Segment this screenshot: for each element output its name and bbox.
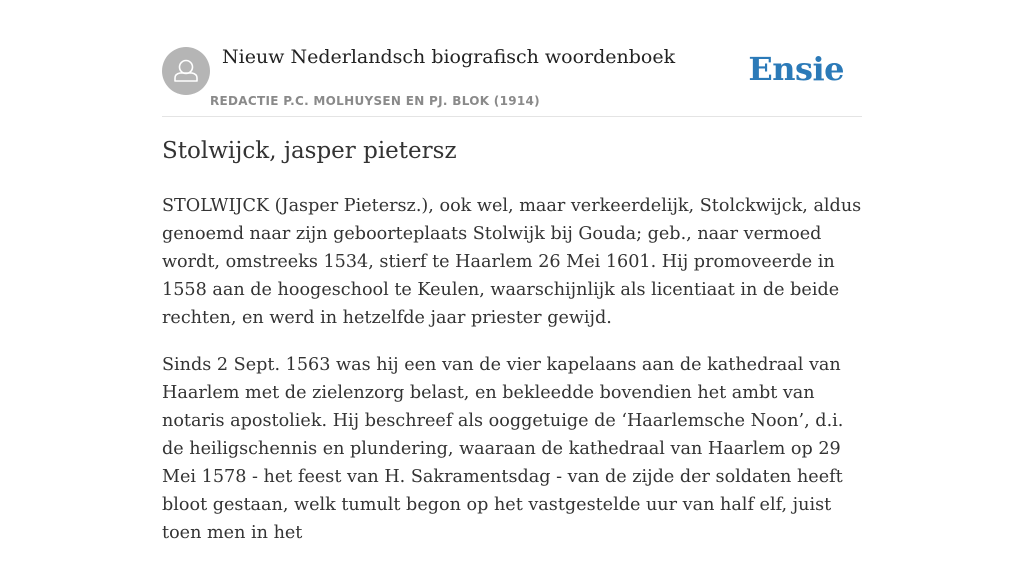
article-title: Stolwijck, jasper pietersz	[162, 138, 457, 164]
article-paragraph: STOLWIJCK (Jasper Pietersz.), ook wel, maar verkeerdelijk, Stolckwijck, aldus genoemd naar zijn geboorteplaats Stolwijk bij Gouda; geb., naar vermoed wordt, omstreeks 1534, stierf te Haarlem 26 Mei 1601. Hij promoveerde in 1558 aan de hoogeschool te Keulen, waarschijnlijk als licentiaat in de beide rechten, en werd in hetzelfde jaar priester gewijd.	[162, 196, 862, 328]
ensie-logo[interactable]: Ensie	[748, 50, 844, 88]
user-silhouette-icon	[162, 47, 210, 95]
article-paragraph: Sinds 2 Sept. 1563 was hij een van de vier kapelaans aan de kathedraal van Haarlem met de zielenzorg belast, en bekleedde bovendien het ambt van notaris apostoliek. Hij beschreef als ooggetuige de ‘Haarlemsche Noon’, d.i. de heiligschennis en plundering, waaraan de kathedraal van Haarlem op 29 Mei 1578 - het feest van H. Sakramentsdag - van de zijde der soldaten heeft bloot gestaan, welk tumult begon op het vastgestelde uur van half elf, juist toen men in het	[162, 355, 844, 543]
article-body	[162, 192, 862, 566]
book-title[interactable]: Nieuw Nederlandsch biografisch woordenboek	[222, 46, 676, 68]
avatar[interactable]	[162, 47, 210, 95]
book-editors: REDACTIE P.C. MOLHUYSEN EN PJ. BLOK (1914)	[210, 94, 540, 108]
book-header	[162, 40, 862, 117]
